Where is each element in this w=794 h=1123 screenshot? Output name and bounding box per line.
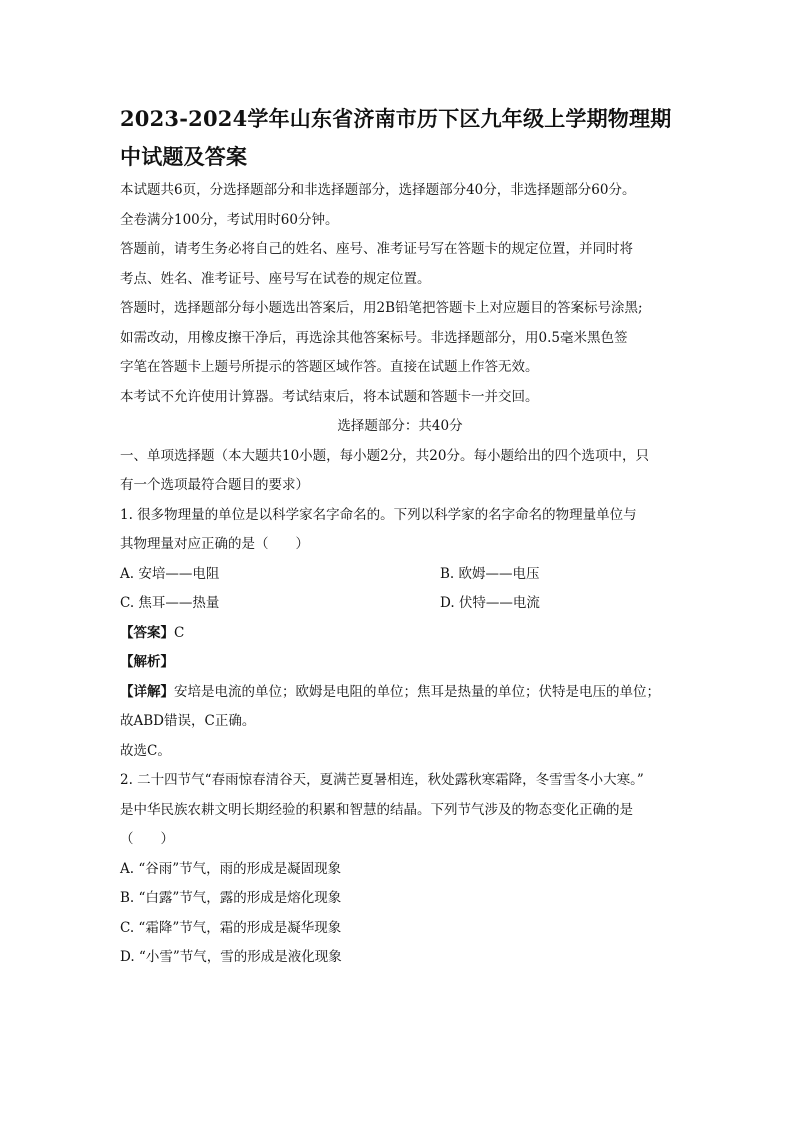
question-stem-line: 是中华民族农耕文明长期经验的积累和智慧的结晶。下列节气涉及的物态变化正确的是 (120, 801, 633, 818)
question-stem-line: 其物理量对应正确的是（ ） (120, 536, 309, 552)
option-a: A. “谷雨”节气，雨的形成是凝固现象 (120, 860, 342, 877)
instruction-line: 全卷满分100分，考试用时60分钟。 (120, 211, 339, 228)
option-d: D. 伏特——电流 (440, 595, 540, 611)
instruction-line: 本试题共6页，分选择题部分和非选择题部分，选择题部分40分，非选择题部分60分。 (120, 182, 636, 198)
detail-tag: 【详解】 (120, 683, 174, 700)
option-c: C. 焦耳——热量 (120, 595, 220, 611)
detail-line (120, 678, 680, 708)
option-a: A. 安培——电阻 (120, 565, 220, 582)
document-title (120, 100, 680, 176)
section-header: 选择题部分：共40分 (337, 418, 463, 434)
options-row (120, 560, 680, 590)
analysis-line (120, 648, 680, 678)
option-b: B. 欧姆——电压 (440, 565, 540, 582)
detail-line-2: 故ABD错误，C正确。 (120, 713, 256, 729)
question-stem-line: 2. 二十四节气“春雨惊春清谷天，夏满芒夏暑相连，秋处露秋寒霜降，冬雪雪冬小大寒。” (120, 772, 644, 788)
option-c: C. “霜降”节气，霜的形成是凝华现象 (120, 919, 342, 936)
question-1 (120, 501, 680, 767)
instruction-line: 字笔在答题卡上题号所提示的答题区域作答。直接在试题上作答无效。 (120, 359, 539, 375)
instruction-line: 答题时，选择题部分每小题选出答案后，用2B铅笔把答题卡上对应题目的答案标号涂黑; (120, 300, 643, 316)
question-stem-line: 1. 很多物理量的单位是以科学家名字命名的。下列以科学家的名字命名的物理量单位与 (120, 506, 637, 523)
part-one-heading (120, 442, 680, 501)
answer-line (120, 619, 680, 649)
option-b: B. “白露”节气，露的形成是熔化现象 (120, 890, 342, 906)
options-row (120, 589, 680, 619)
instruction-line: 答题前，请考生务必将自己的姓名、座号、准考证号写在答题卡的规定位置，并同时将 (120, 241, 633, 257)
document-page (120, 100, 680, 973)
part-one-line: 一、单项选择题（本大题共10小题，每小题2分，共20分。每小题给出的四个选项中，只 (120, 447, 649, 464)
detail-text: 安培是电流的单位；欧姆是电阻的单位；焦耳是热量的单位；伏特是电压的单位； (174, 683, 660, 700)
analysis-tag: 【解析】 (120, 654, 174, 670)
instruction-line: 如需改动，用橡皮擦干净后，再选涂其他答案标号。非选择题部分，用0.5毫米黑色签 (120, 329, 628, 346)
question-stem-line: （ ） (120, 831, 174, 847)
conclusion-line: 故选C。 (120, 742, 171, 759)
option-d: D. “小雪”节气，雪的形成是液化现象 (120, 949, 342, 965)
title-line-2: 中试题及答案 (120, 144, 248, 169)
exam-instructions (120, 176, 680, 412)
question-2 (120, 766, 680, 973)
instruction-line: 考点、姓名、准考证号、座号写在试卷的规定位置。 (120, 270, 431, 287)
instruction-line: 本考试不允许使用计算器。考试结束后，将本试题和答题卡一并交回。 (120, 388, 539, 405)
answer-value: C (174, 624, 185, 641)
answer-tag: 【答案】 (120, 624, 174, 641)
title-line-1: 2023-2024学年山东省济南市历下区九年级上学期物理期 (120, 106, 672, 131)
part-one-line: 有一个选项最符合题目的要求） (120, 477, 309, 493)
